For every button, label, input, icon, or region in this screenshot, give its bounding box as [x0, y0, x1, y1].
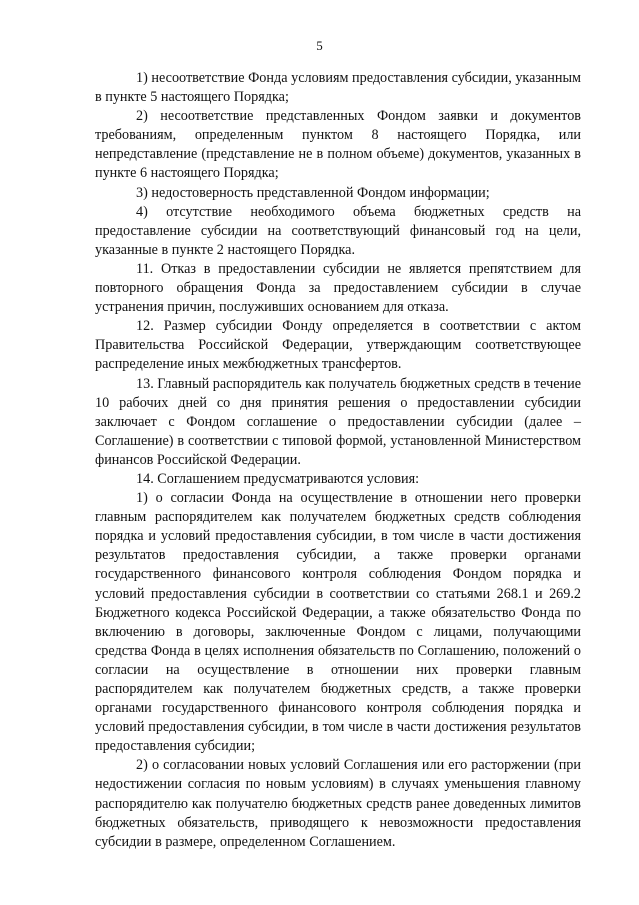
paragraph-clause-12: 12. Размер субсидии Фонду определяется в соответствии с актом Правительства Российской Федерации, утверждающим соответствующее распределение иных межбюджетных трансфертов.: [95, 318, 581, 373]
paragraph-reason-2: 2) несоответствие представленных Фондом заявки и документов требованиям, определенным пунктом 8 настоящего Порядка, или непредставление (представление не в полном объеме) документов, указанных в пункте 6 настоящего Порядка;: [95, 108, 581, 182]
page-number: 5: [316, 38, 323, 53]
document-body: [95, 69, 581, 852]
paragraph-condition-2: 2) о согласовании новых условий Соглашения или его расторжении (при недостижении согласия по новым условиям) в случаях уменьшения главному распорядителю как получателю бюджетных средств ранее доведенных лимитов бюджетных обязательств, приводящего к невозможности предоставления субсидии в размере, определенном Соглашением.: [95, 757, 581, 850]
paragraph-clause-13: 13. Главный распорядитель как получатель бюджетных средств в течение 10 рабочих дней со дня принятия решения о предоставлении субсидии заключает с Фондом соглашение о предоставлении субсидии (далее – Соглашение) в соответствии с типовой формой, установленной Министерством финансов Российской Федерации.: [95, 375, 581, 468]
paragraph-reason-3: 3) недостоверность представленной Фондом информации;: [136, 184, 490, 201]
paragraph-condition-1: 1) о согласии Фонда на осуществление в отношении него проверки главным распорядителем как получателем бюджетных средств соблюдения порядка и условий предоставления субсидии, в том числе в части достижения результатов предоставления субсидии, а также проверки органами государственного финансового контроля соблюдения Фондом порядка и условий предоставления субсидии в соответствии со статьями 268.1 и 269.2 Бюджетного кодекса Российской Федерации, а также обязательство Фонда по включению в договоры, заключенные Фондом с лицами, получающими средства Фонда в целях исполнения обязательств по Соглашению, положений о согласии на осуществление в отношении них проверки главным распорядителем как получателем бюджетных средств, а также проверки органами государственного финансового контроля соблюдения порядка и условий предоставления субсидии, в том числе в части достижения результатов предоставления субсидии;: [95, 490, 581, 755]
paragraph-clause-14: 14. Соглашением предусматриваются условия:: [136, 470, 420, 487]
paragraph-reason-4: 4) отсутствие необходимого объема бюджетных средств на предоставление субсидии на соответствующий финансовый год на цели, указанные в пункте 2 настоящего Порядка.: [95, 203, 581, 258]
paragraph-clause-11: 11. Отказ в предоставлении субсидии не является препятствием для повторного обращения Фонда за предоставлением субсидии в случае устранения причин, послуживших основанием для отказа.: [95, 260, 581, 316]
paragraph-reason-1: 1) несоответствие Фонда условиям предоставления субсидии, указанным в пункте 5 настоящего Порядка;: [95, 70, 581, 106]
